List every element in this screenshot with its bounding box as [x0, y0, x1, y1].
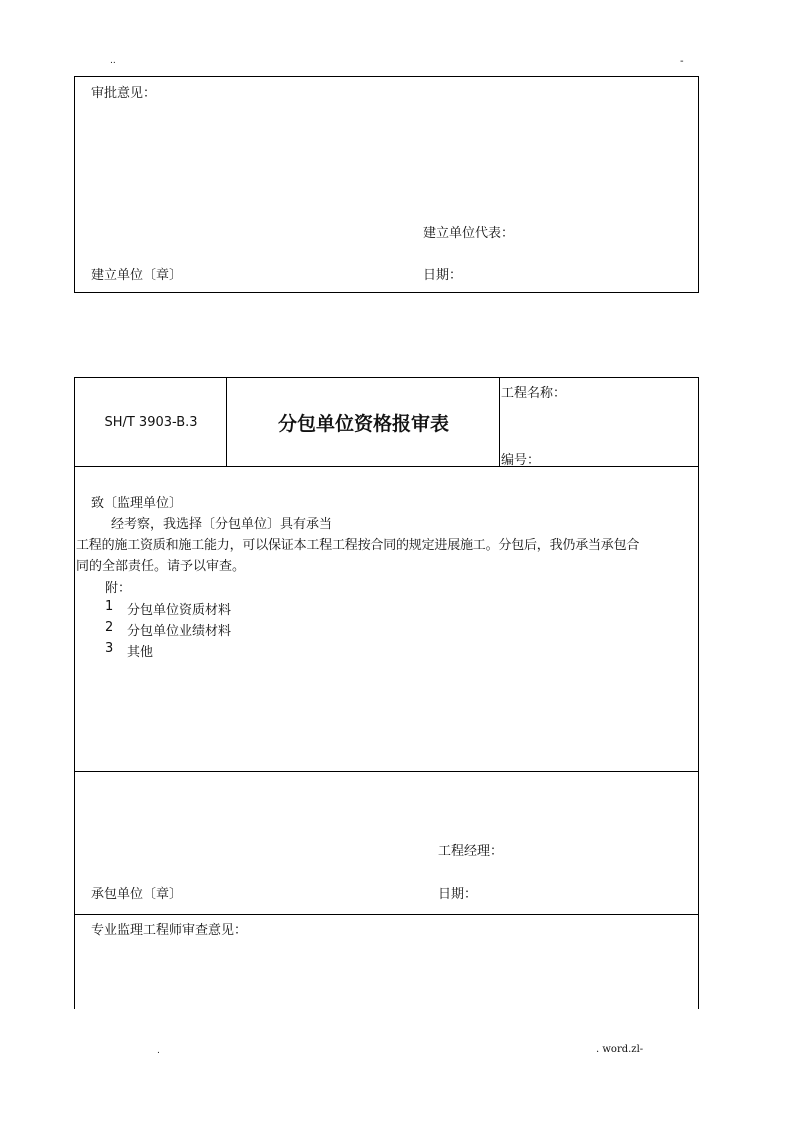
body-line-1: 经考察，我选择〔分包单位〕具有承当 [111, 517, 333, 532]
body-line-2: 工程的施工资质和施工能力，可以保证本工程工程按合同的规定进展施工。分包后，我仍承当承包合 [76, 538, 640, 553]
contractor-seal-label: 承包单位〔章〕 [91, 887, 183, 902]
number-label: 编号： [501, 453, 541, 468]
attachment-1-text: 分包单位资质材料 [127, 603, 232, 618]
header-separator [75, 466, 698, 467]
project-name-label: 工程名称： [501, 386, 567, 401]
unit-seal-label: 建立单位〔章〕 [91, 268, 183, 283]
form-title: 分包单位资格报审表 [277, 412, 449, 435]
header-right-mark: - [680, 56, 684, 67]
footer-left-mark: . [157, 1046, 160, 1056]
approval-box [74, 76, 699, 293]
footer-right-mark: . word.zl- [596, 1044, 644, 1055]
body-line-3: 同的全部责任。请予以审查。 [76, 559, 246, 574]
attachment-2-number: 2 [105, 620, 114, 635]
to-line: 致〔监理单位〕 [91, 496, 183, 511]
signature-separator [75, 771, 698, 772]
attachment-3-number: 3 [105, 641, 114, 656]
subcontractor-qualification-form [74, 377, 699, 1009]
header-left-mark: .. [110, 56, 116, 66]
attachment-3-text: 其他 [127, 645, 154, 660]
attachments-label: 附： [105, 581, 132, 596]
attachment-2-text: 分包单位业绩材料 [127, 624, 232, 639]
engineer-opinion-label: 专业监理工程师审查意见： [91, 923, 248, 938]
approval-date-label: 日期： [423, 268, 463, 283]
project-manager-label: 工程经理： [438, 844, 504, 859]
engineer-separator [75, 914, 698, 915]
attachment-1-number: 1 [105, 599, 114, 614]
unit-representative-label: 建立单位代表： [423, 226, 515, 241]
form-code: SH/T 3903-B.3 [104, 414, 198, 430]
contractor-date-label: 日期： [438, 887, 478, 902]
approval-opinion-label: 审批意见： [91, 86, 157, 101]
